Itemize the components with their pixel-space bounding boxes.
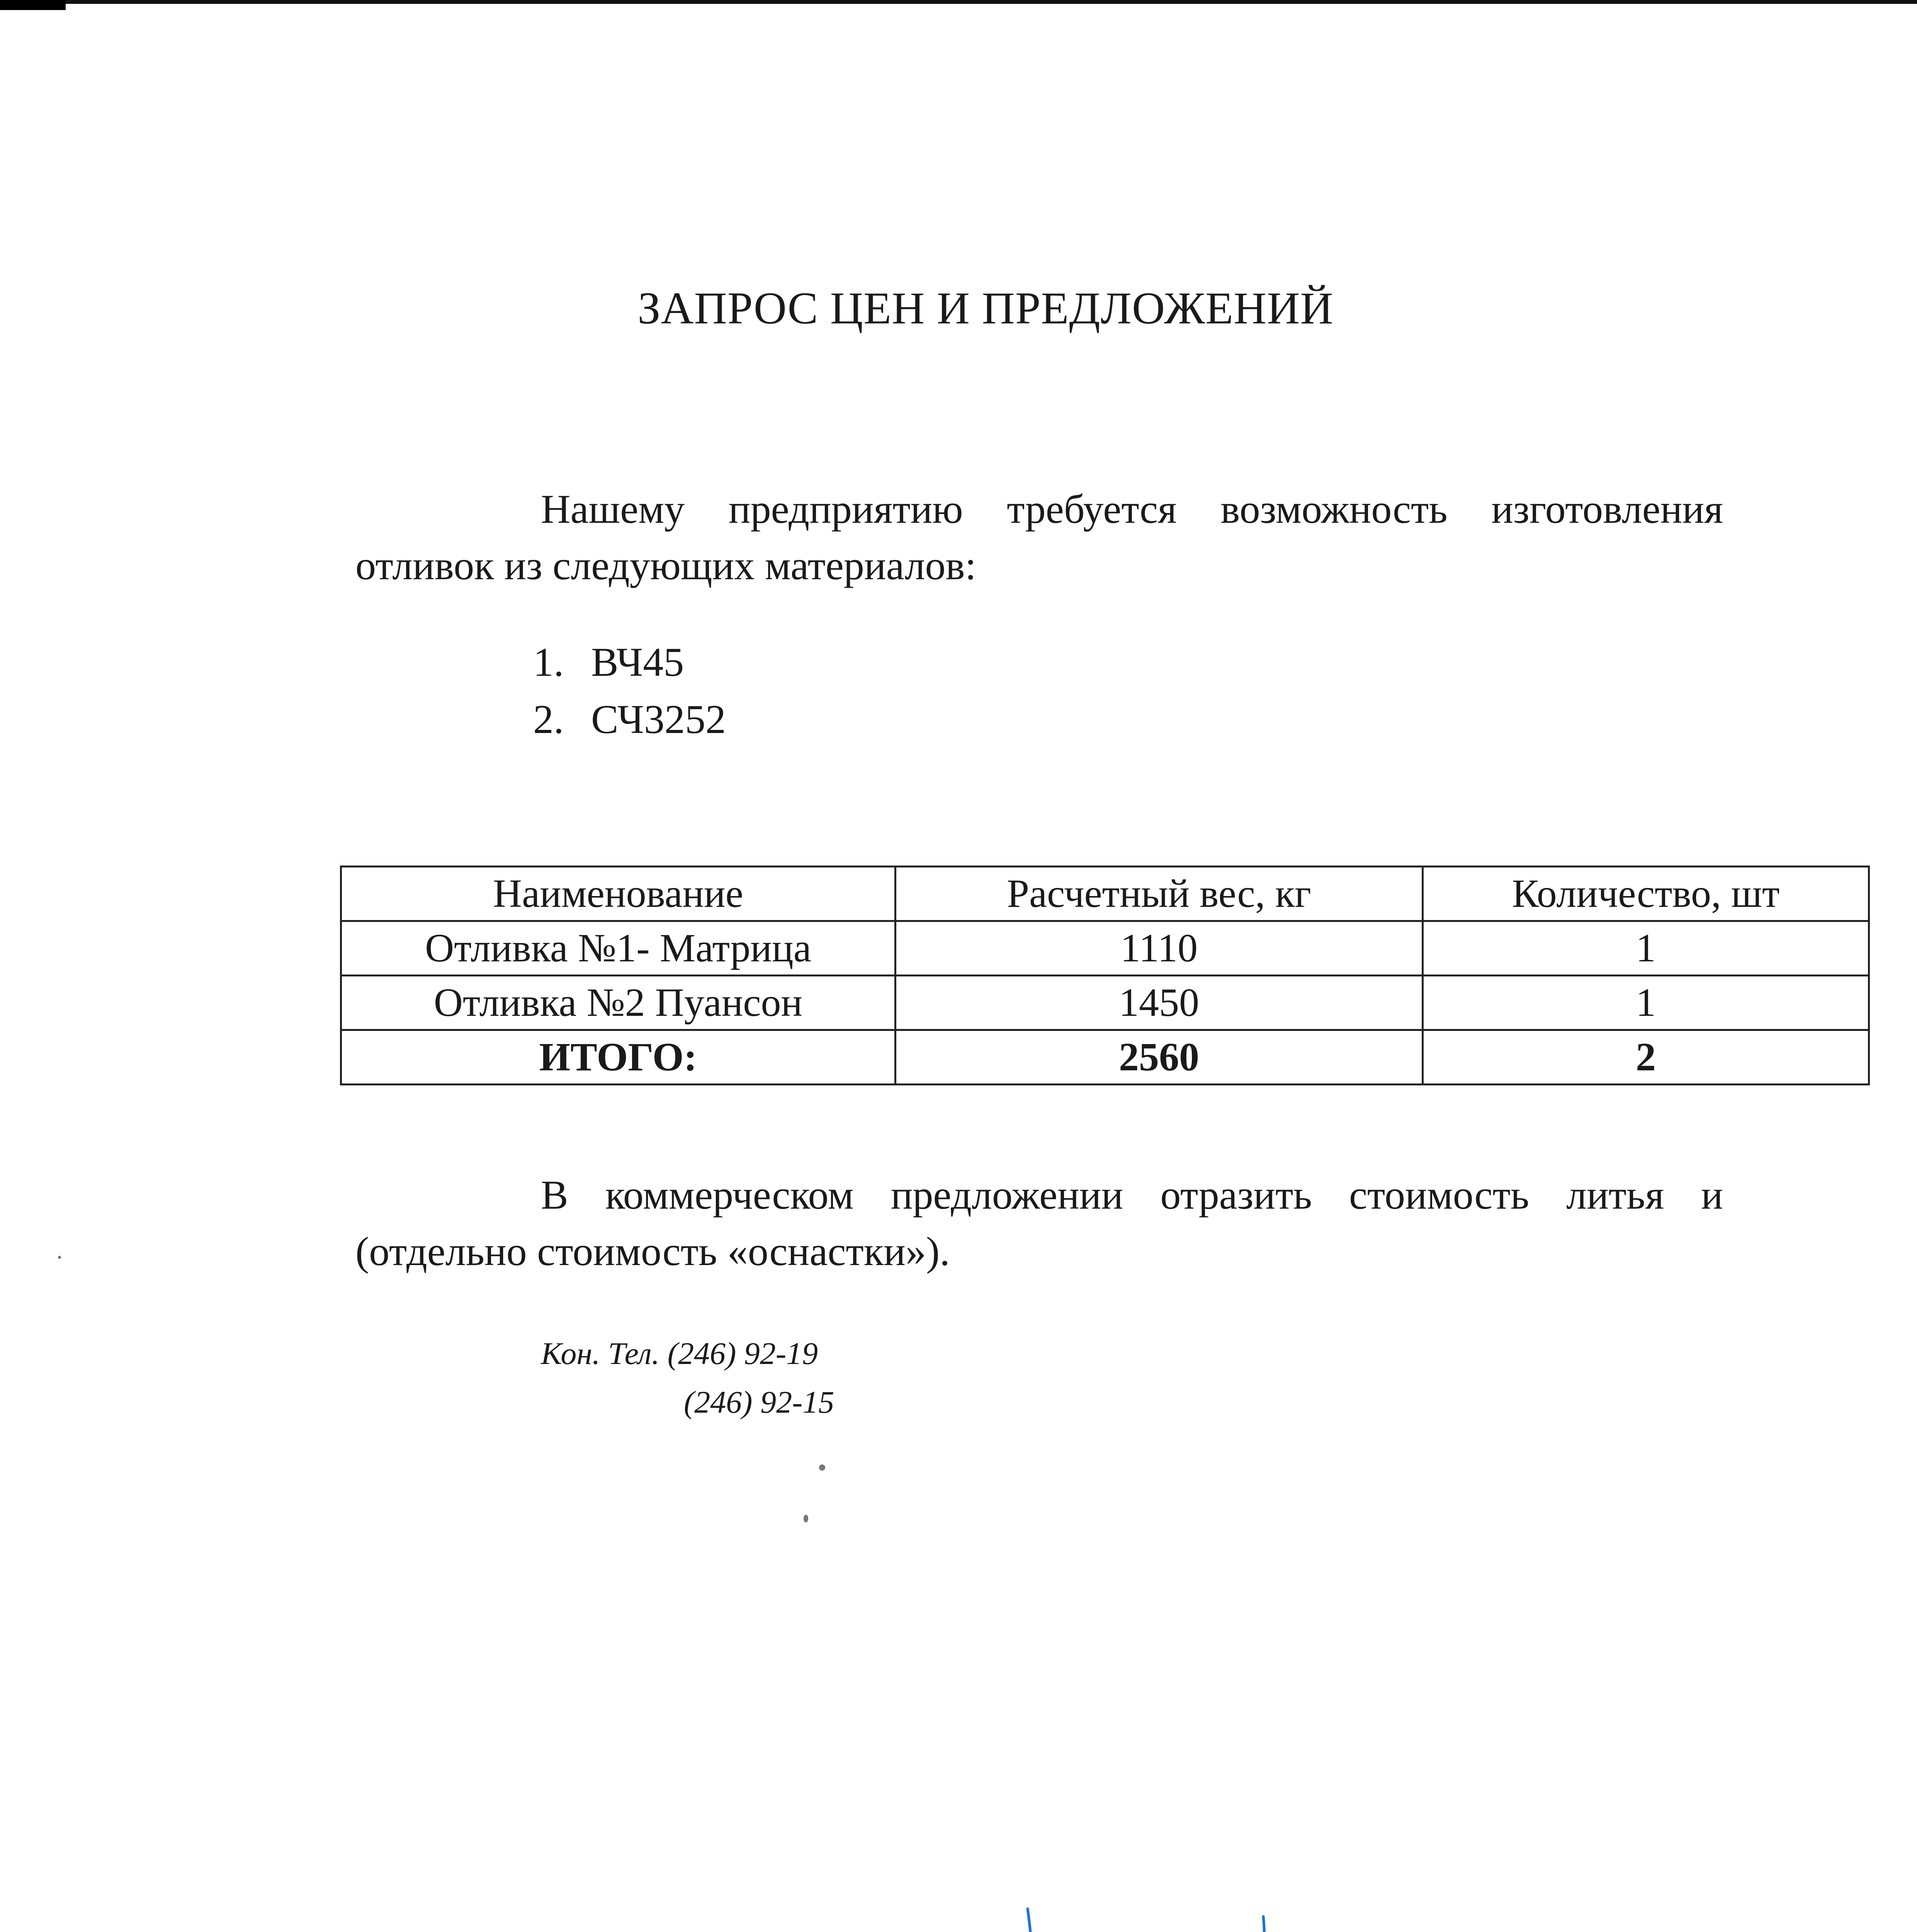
castings-table <box>340 866 1870 1085</box>
intro-text: Нашему предприятию требуется возможность изготовления отливок из следующих материалов: <box>355 486 1723 588</box>
materials-list <box>533 634 726 748</box>
cell-weight: 1450 <box>896 976 1423 1030</box>
list-item-material: СЧ3252 <box>591 697 726 742</box>
scan-speck <box>819 1464 825 1471</box>
list-item <box>533 634 726 691</box>
intro-paragraph <box>355 481 1723 594</box>
cell-weight: 1110 <box>896 921 1423 976</box>
scan-speck <box>804 1515 808 1522</box>
cell-name: Отливка №1- Матрица <box>341 921 896 976</box>
list-item-number: 1. <box>533 639 564 685</box>
list-item-material: ВЧ45 <box>591 639 684 685</box>
contact-phones <box>541 1329 834 1427</box>
table-total-row <box>341 1030 1869 1085</box>
contact-phone-1: Кон. Тел. (246) 92-19 <box>541 1336 818 1371</box>
cell-quantity: 1 <box>1423 976 1869 1030</box>
list-item-number: 2. <box>533 697 564 742</box>
list-item <box>533 691 726 748</box>
total-quantity: 2 <box>1423 1030 1869 1085</box>
header-weight: Расчетный вес, кг <box>896 867 1423 921</box>
contact-phone-2: (246) 92-15 <box>684 1384 834 1420</box>
total-label: ИТОГО: <box>341 1030 896 1085</box>
table-row <box>341 976 1869 1030</box>
cell-quantity: 1 <box>1423 921 1869 976</box>
total-weight: 2560 <box>896 1030 1423 1085</box>
note-text: В коммерческом предложении отразить стоимость литья и (отдельно стоимость «оснастки»). <box>355 1172 1723 1274</box>
document-title: ЗАПРОС ЦЕН И ПРЕДЛОЖЕНИЙ <box>637 283 1334 333</box>
table-header-row <box>341 867 1869 921</box>
header-name: Наименование <box>341 867 896 921</box>
cell-name: Отливка №2 Пуансон <box>341 976 896 1030</box>
header-quantity: Количество, шт <box>1423 867 1869 921</box>
handwritten-signature <box>974 1893 1383 1932</box>
scan-top-edge <box>0 0 1917 4</box>
scan-speck <box>58 1256 61 1259</box>
table-row <box>341 921 1869 976</box>
scan-corner-mark <box>0 0 66 10</box>
note-paragraph <box>355 1167 1723 1280</box>
